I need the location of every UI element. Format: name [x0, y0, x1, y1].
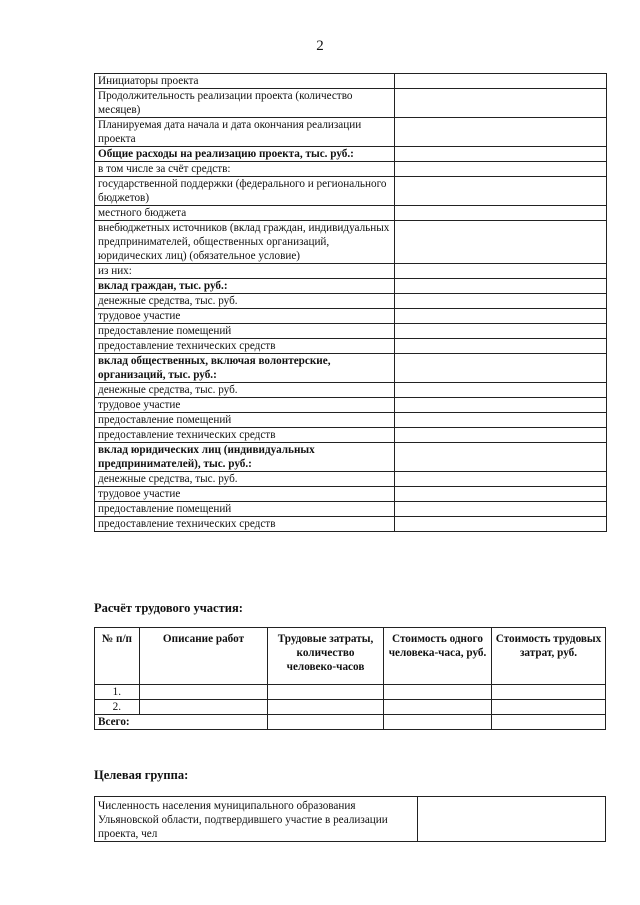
row-label: трудовое участие: [95, 309, 395, 324]
row-label: предоставление технических средств: [95, 517, 395, 532]
row-value-cell[interactable]: [395, 177, 607, 206]
table-row: [95, 147, 607, 162]
row-value-cell[interactable]: [395, 147, 607, 162]
table-row: [95, 89, 607, 118]
table-row: [95, 162, 607, 177]
labor-cell[interactable]: [492, 715, 606, 730]
table-row: [95, 177, 607, 206]
row-value-cell[interactable]: [395, 162, 607, 177]
row-label: государственной поддержки (федерального и регионального бюджетов): [95, 177, 395, 206]
labor-row: [95, 685, 606, 700]
labor-total-label: Всего:: [95, 715, 268, 730]
row-value-cell[interactable]: [395, 354, 607, 383]
table-row: [95, 74, 607, 89]
labor-header-description: Описание работ: [140, 628, 268, 685]
labor-cell[interactable]: [384, 685, 492, 700]
target-section-title: Целевая группа:: [94, 768, 189, 782]
row-value-cell[interactable]: [395, 264, 607, 279]
page-number: 2: [316, 38, 324, 54]
row-label: внебюджетных источников (вклад граждан, индивидуальных предпринимателей, общественных организаций, юридических лиц) (обязательное условие): [95, 221, 395, 264]
target-value-cell[interactable]: [418, 797, 606, 842]
row-value-cell[interactable]: [395, 487, 607, 502]
labor-cell[interactable]: [492, 685, 606, 700]
row-value-cell[interactable]: [395, 339, 607, 354]
row-value-cell[interactable]: [395, 443, 607, 472]
labor-cell[interactable]: [492, 700, 606, 715]
table-row: [95, 339, 607, 354]
labor-row-number: 2.: [95, 700, 140, 715]
table-row: [95, 309, 607, 324]
row-value-cell[interactable]: [395, 118, 607, 147]
labor-cell[interactable]: [268, 715, 384, 730]
labor-table: [94, 627, 606, 730]
labor-row-number: 1.: [95, 685, 140, 700]
table-row: [95, 398, 607, 413]
row-label: трудовое участие: [95, 487, 395, 502]
labor-cell[interactable]: [268, 685, 384, 700]
row-value-cell[interactable]: [395, 74, 607, 89]
table-row: [95, 472, 607, 487]
row-label: денежные средства, тыс. руб.: [95, 383, 395, 398]
labor-header-number: № п/п: [95, 628, 140, 685]
table-row: [95, 413, 607, 428]
row-label: предоставление технических средств: [95, 339, 395, 354]
labor-header-hours: Трудовые затраты, количество человеко-часов: [268, 628, 384, 685]
table-row: [95, 206, 607, 221]
labor-cell[interactable]: [268, 700, 384, 715]
table-row: [95, 517, 607, 532]
row-label: в том числе за счёт средств:: [95, 162, 395, 177]
table-row: [95, 354, 607, 383]
row-value-cell[interactable]: [395, 502, 607, 517]
table-row: [95, 294, 607, 309]
row-label: денежные средства, тыс. руб.: [95, 472, 395, 487]
row-label: предоставление технических средств: [95, 428, 395, 443]
row-value-cell[interactable]: [395, 294, 607, 309]
row-value-cell[interactable]: [395, 279, 607, 294]
table-row: [95, 264, 607, 279]
labor-section-title: Расчёт трудового участия:: [94, 601, 243, 615]
row-label: денежные средства, тыс. руб.: [95, 294, 395, 309]
table-row: [95, 221, 607, 264]
row-value-cell[interactable]: [395, 206, 607, 221]
row-value-cell[interactable]: [395, 221, 607, 264]
table-row: [95, 324, 607, 339]
row-value-cell[interactable]: [395, 428, 607, 443]
labor-cell[interactable]: [384, 715, 492, 730]
row-value-cell[interactable]: [395, 383, 607, 398]
table-row: [95, 383, 607, 398]
table-row: [95, 443, 607, 472]
row-label: вклад граждан, тыс. руб.:: [95, 279, 395, 294]
target-group-table: [94, 796, 606, 842]
labor-cell[interactable]: [140, 700, 268, 715]
labor-cell[interactable]: [140, 685, 268, 700]
row-label: трудовое участие: [95, 398, 395, 413]
row-label: Планируемая дата начала и дата окончания реализации проекта: [95, 118, 395, 147]
row-label: местного бюджета: [95, 206, 395, 221]
row-label: Общие расходы на реализацию проекта, тыс. руб.:: [95, 147, 395, 162]
row-label: предоставление помещений: [95, 502, 395, 517]
row-value-cell[interactable]: [395, 309, 607, 324]
row-label: Инициаторы проекта: [95, 74, 395, 89]
row-value-cell[interactable]: [395, 472, 607, 487]
row-value-cell[interactable]: [395, 89, 607, 118]
row-value-cell[interactable]: [395, 398, 607, 413]
row-label: предоставление помещений: [95, 413, 395, 428]
row-label: предоставление помещений: [95, 324, 395, 339]
labor-cell[interactable]: [384, 700, 492, 715]
row-label: из них:: [95, 264, 395, 279]
table-row: [95, 118, 607, 147]
labor-total-row: [95, 715, 606, 730]
labor-header-total-cost: Стоимость трудовых затрат, руб.: [492, 628, 606, 685]
table-row: [95, 487, 607, 502]
row-value-cell[interactable]: [395, 324, 607, 339]
row-value-cell[interactable]: [395, 413, 607, 428]
labor-header-hour-cost: Стоимость одного человека-часа, руб.: [384, 628, 492, 685]
row-value-cell[interactable]: [395, 517, 607, 532]
project-info-table: [94, 73, 607, 532]
row-label: вклад юридических лиц (индивидуальных предпринимателей), тыс. руб.:: [95, 443, 395, 472]
table-row: [95, 502, 607, 517]
target-row: [95, 797, 606, 842]
table-row: [95, 428, 607, 443]
labor-row: [95, 700, 606, 715]
target-label: Численность населения муниципального образования Ульяновской области, подтвердившего участие в реализации проекта, чел: [95, 797, 418, 842]
table-row: [95, 279, 607, 294]
row-label: Продолжительность реализации проекта (количество месяцев): [95, 89, 395, 118]
row-label: вклад общественных, включая волонтерские, организаций, тыс. руб.:: [95, 354, 395, 383]
